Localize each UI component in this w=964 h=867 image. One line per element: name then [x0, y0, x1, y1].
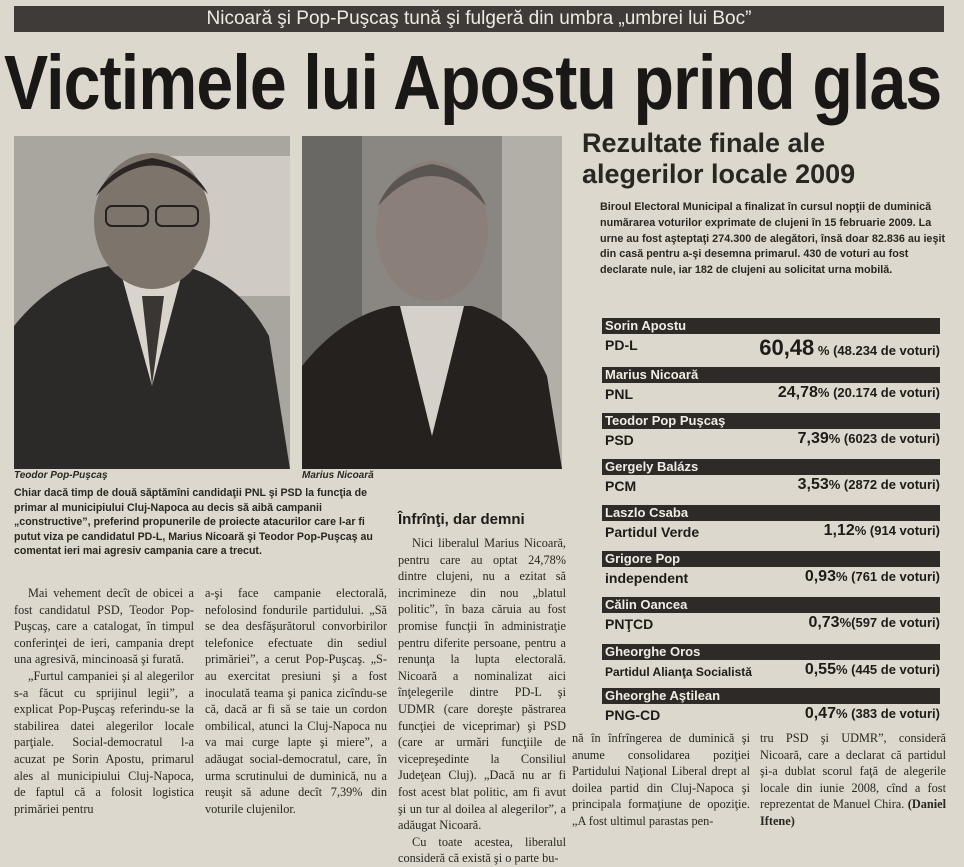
result-percent: 0,93 — [804, 568, 836, 585]
article-column-3 — [398, 535, 566, 867]
result-percent: 7,39 — [797, 430, 829, 447]
result-unit: % — [817, 385, 830, 400]
paragraph — [760, 730, 946, 830]
section-subheading: Înfrînţi, dar demni — [398, 511, 525, 528]
candidate-result — [798, 476, 940, 494]
result-votes: (2872 de voturi) — [840, 477, 940, 492]
sidebar-intro: Biroul Electoral Municipal a finalizat în cursul nopţii de duminică numărarea voturilor exprimate de clujeni în 15 februarie 2009. La urne au fost aşteptaţi 274.300 de alegători, însă doar 82.836 au ieşit din casă pentru a-şi desemna primarul. 430 de voturi au fost declarate nule, iar 182 de clujeni au solicitat urna mobilă. — [600, 201, 946, 277]
result-percent: 0,47 — [804, 705, 836, 722]
paragraph: a-şi face campanie electorală, nefolosind fondurile partidului. „Să se dea desfăşurătorul convorbirilor telefonice efectuate din sediul primăriei”, a cerut Pop-Puşcaş. „S-au exercitat presiuni şi a fost inoculată teama şi panica zicîndu-se că, dacă ar fi să se taie un cordon ombilical, atunci la Cluj-Napoca nu va mai curge lapte şi miere”, a adăugat social-democratul, care, în urma scrutinului de duminică, nu a reuşit să adune decît 7,39% din voturile clujenilor. — [205, 586, 387, 816]
candidate-party: PCM — [605, 478, 637, 494]
article-column-4 — [572, 730, 750, 830]
paragraph: Cu toate acestea, liberalul consideră că există şi o parte bu- — [398, 834, 566, 866]
result-row — [602, 318, 940, 362]
portrait-illustration-1 — [14, 136, 290, 469]
result-row — [602, 644, 940, 688]
result-unit: % — [814, 343, 830, 358]
paragraph: Mai vehement decît de obicei a fost candidatul PSD, Teodor Pop-Puşcaş, care a catalogat, în timpul conferinţei de ieri, campania drept una agresivă, mincinoasă şi furată. — [14, 586, 194, 667]
result-votes: (597 de voturi) — [851, 615, 940, 630]
result-percent: 1,12 — [823, 522, 855, 539]
candidate-party: PSD — [605, 432, 634, 448]
candidate-name: Laszlo Csaba — [602, 505, 940, 521]
result-row — [602, 505, 940, 549]
photo-caption-left: Teodor Pop-Puşcaş — [14, 470, 108, 481]
candidate-result — [805, 568, 940, 586]
candidate-name: Sorin Apostu — [602, 318, 940, 334]
article-column-2 — [205, 585, 387, 817]
portrait-illustration-2 — [302, 136, 562, 469]
result-unit: % — [835, 706, 848, 721]
result-votes: (914 voturi) — [866, 523, 940, 538]
result-row — [602, 459, 940, 503]
candidate-party: PNŢCD — [605, 616, 654, 632]
candidate-name: Marius Nicoară — [602, 367, 940, 383]
result-unit: % — [828, 477, 841, 492]
photo-teodor-pop-puscas — [14, 136, 290, 469]
headline: Victimele lui Apostu prind glas — [4, 40, 942, 126]
candidate-party: Partidul Verde — [605, 524, 700, 540]
candidate-name: Călin Oancea — [602, 597, 940, 613]
result-unit: % — [854, 523, 867, 538]
sidebar-title: Rezultate finale ale alegerilor locale 2009 — [582, 128, 856, 189]
lead-paragraph: Chiar dacă timp de două săptămîni candidaţii PNL şi PSD la funcţia de primar al municipiului Cluj-Napoca au decis să aibă campanii „constructive”, preferind propunerile de proiecte atacurilor care l-ar fi putut viza pe candidatul PD-L, Marius Nicoară şi Teodor Pop-Puşcaş au comentat ieri mai agresiv campania care a trecut. — [14, 487, 373, 557]
result-unit: % — [828, 431, 841, 446]
candidate-party: PD-L — [605, 337, 638, 353]
candidate-name: Teodor Pop Puşcaş — [602, 413, 940, 429]
candidate-result — [824, 522, 940, 540]
result-row — [602, 367, 940, 411]
result-votes: (761 de voturi) — [847, 569, 940, 584]
candidate-name: Gheorghe Aştilean — [602, 688, 940, 704]
candidate-result — [759, 335, 940, 361]
paragraph: nă în înfrîngerea de duminică şi anume consolidarea poziţiei Partidului Naţional Liberal drept al doilea partid din Cluj-Napoca şi principala formaţiune de opoziţie. „A fost ultimul parastas pen- — [572, 731, 750, 828]
photo-marius-nicoara — [302, 136, 562, 469]
result-votes: (6023 de voturi) — [840, 431, 940, 446]
candidate-name: Grigore Pop — [602, 551, 940, 567]
result-row — [602, 597, 940, 641]
paragraph: Nici liberalul Marius Nicoară, pentru care au optat 24,78% dintre clujeni, nu a ezitat să incrimineze din nou „blatul politic”, în baza căruia au fost promise funcţii în administraţie pentru diferite persoane, pentru a renunţa la lupta electorală. Nicoară a nominalizat aici înţelegerile dintre PD-L şi UDMR (care doreşte păstrarea funcţiei de viceprimar) şi PSD (care ar urmări funcţiile de vicepreşedinte la Consiliul Judeţean Cluj). „Dacă nu ar fi fost acest blat politic, am fi avut şi un tur al doilea al alegerilor”, a adăugat Nicoară. — [398, 536, 566, 833]
candidate-result — [805, 705, 940, 723]
candidate-result — [778, 384, 940, 402]
candidate-result — [808, 614, 940, 632]
candidate-party: PNL — [605, 386, 633, 402]
result-unit: % — [835, 662, 848, 677]
result-unit: % — [839, 615, 852, 630]
candidate-name: Gergely Balázs — [602, 459, 940, 475]
paragraph-text: tru PSD şi UDMR”, consideră Nicoară, care a declarat că partidul şi-a dublat scorul faţă de alegerile locale din iunie 2008, cînd a fost reprezentat de Manuel Chira. — [760, 731, 946, 812]
result-unit: % — [835, 569, 848, 584]
candidate-party: independent — [605, 570, 689, 586]
result-votes: (48.234 de voturi) — [829, 343, 940, 358]
result-percent: 0,73 — [808, 614, 840, 631]
byline: (Daniel Iftene) — [760, 797, 946, 828]
candidate-party: PNG-CD — [605, 707, 661, 723]
candidate-result — [805, 661, 940, 679]
candidate-party: Partidul Alianţa Socialistă — [605, 665, 752, 679]
result-row — [602, 688, 940, 732]
result-row — [602, 413, 940, 457]
candidate-name: Gheorghe Oros — [602, 644, 940, 660]
result-percent: 24,78 — [777, 384, 818, 401]
article-column-1 — [14, 585, 194, 817]
result-percent: 3,53 — [797, 476, 829, 493]
candidate-result — [798, 430, 940, 448]
article-column-5 — [760, 730, 946, 830]
result-votes: (383 de voturi) — [847, 706, 940, 721]
paragraph: „Furtul campaniei şi al alegerilor s-a făcut cu sprijinul legii”, a explicat Pop-Puşcaş referindu-se la stabilirea datei alegerilor locale parţiale. Social-democratul l-a acuzat pe Sorin Apostu, primarul ales al municipiului Cluj-Napoca, de faptul că a folosit logistica primăriei pentru — [14, 668, 194, 816]
result-votes: (20.174 de voturi) — [829, 385, 940, 400]
kicker-banner: Nicoară şi Pop-Puşcaş tună şi fulgeră din umbra „umbrei lui Boc” — [14, 6, 944, 32]
result-row — [602, 551, 940, 595]
result-votes: (445 de voturi) — [847, 662, 940, 677]
result-percent: 0,55 — [804, 661, 836, 678]
photo-caption-right: Marius Nicoară — [302, 470, 374, 481]
result-percent: 60,48 — [759, 335, 815, 360]
